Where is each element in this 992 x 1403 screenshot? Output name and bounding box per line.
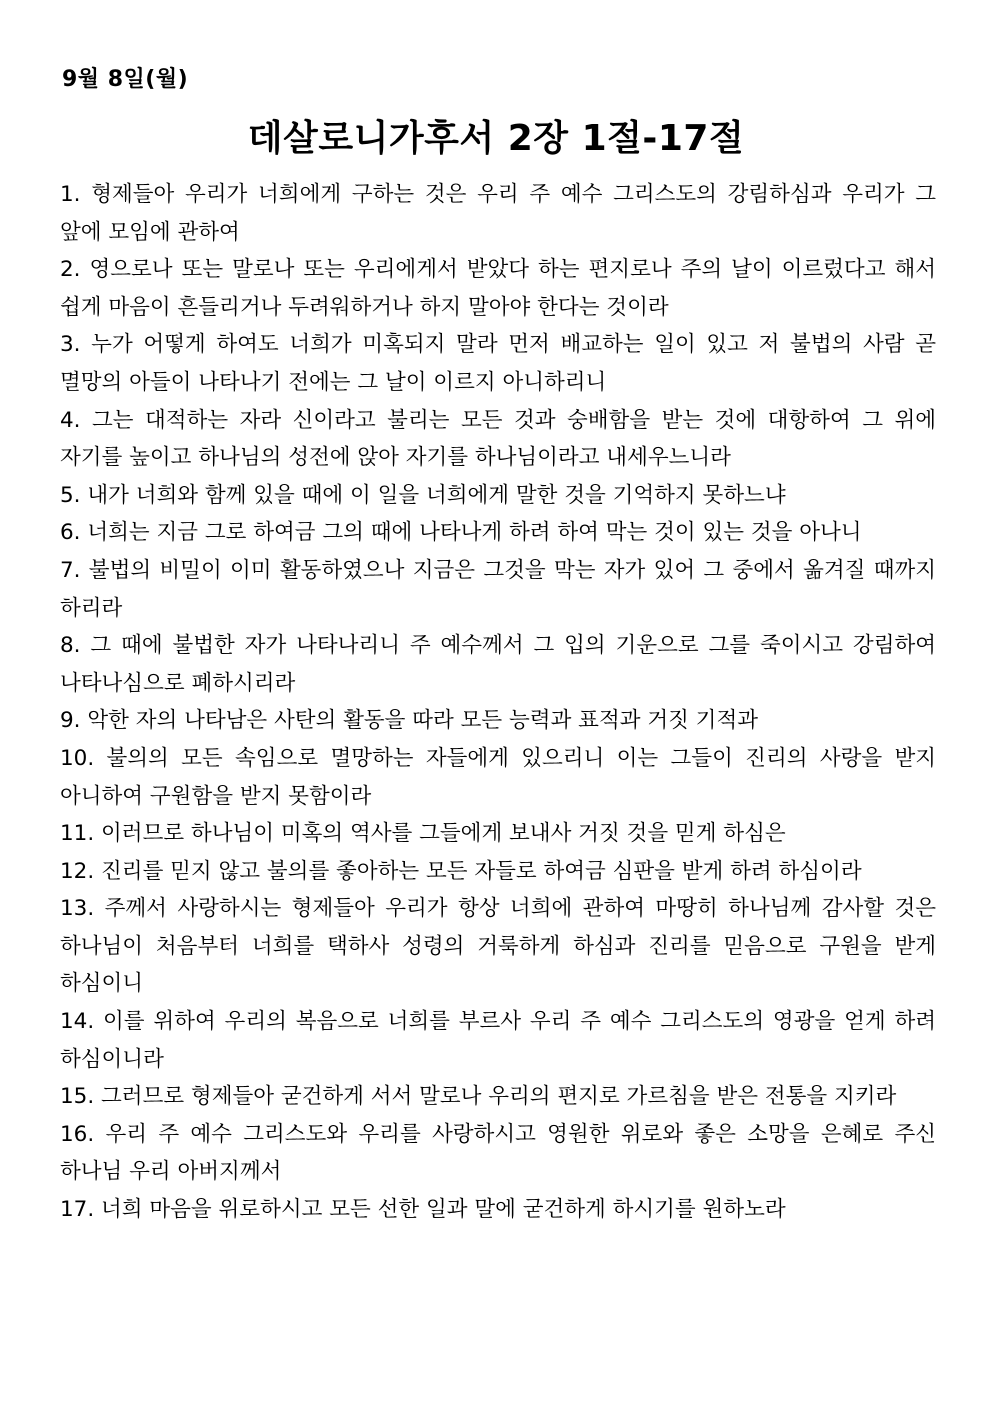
verse-2: 2. 영으로나 또는 말로나 또는 우리에게서 받았다 하는 편지로나 주의 날이 이르렀다고 해서 쉽게 마음이 흔들리거나 두려워하거나 하지 말아야 한다는 것이라 [60,257,936,320]
verse-14: 14. 이를 위하여 우리의 복음으로 너희를 부르사 우리 주 예수 그리스도의 영광을 얻게 하려 하심이니라 [60,1009,936,1072]
verse-11: 11. 이러므로 하나님이 미혹의 역사를 그들에게 보내사 거짓 것을 믿게 하심은 [60,821,786,847]
verse-16: 16. 우리 주 예수 그리스도와 우리를 사랑하시고 영원한 위로와 좋은 소망을 은혜로 주신 하나님 우리 아버지께서 [60,1121,936,1185]
verse-3: 3. 누가 어떻게 하여도 너희가 미혹되지 말라 먼저 배교하는 일이 있고 저 불법의 사람 곧 멸망의 아들이 나타나기 전에는 그 날이 이르지 아니하리니 [60,332,936,395]
verse-list [60,176,936,1229]
verse-10: 10. 불의의 모든 속임으로 멸망하는 자들에게 있으리니 이는 그들이 진리의 사랑을 받지 아니하여 구원함을 받지 못함이라 [60,745,936,809]
document-date: 9월 8일(월) [62,67,189,92]
document-title: 데살로니가후서 2장 1절-17절 [247,118,745,159]
verse-13: 13. 주께서 사랑하시는 형제들아 우리가 항상 너희에 관하여 마땅히 하나님께 감사할 것은 하나님이 처음부터 너희를 택하사 성령의 거룩하게 하심과 진리를 믿음으로 구원을 받게 하심이니 [60,896,936,997]
verse-9: 9. 악한 자의 나타남은 사탄의 활동을 따라 모든 능력과 표적과 거짓 기적과 [60,708,758,734]
verse-4: 4. 그는 대적하는 자라 신이라고 불리는 모든 것과 숭배함을 받는 것에 대항하여 그 위에 자기를 높이고 하나님의 성전에 앉아 자기를 하나님이라고 내세우느니라 [60,407,936,471]
verse-8: 8. 그 때에 불법한 자가 나타나리니 주 예수께서 그 입의 기운으로 그를 죽이시고 강림하여 나타나심으로 폐하시리라 [60,633,936,696]
verse-5: 5. 내가 너희와 함께 있을 때에 이 일을 너희에게 말한 것을 기억하지 못하느냐 [60,482,786,508]
verse-17: 17. 너희 마음을 위로하시고 모든 선한 일과 말에 굳건하게 하시기를 원하노라 [60,1197,786,1223]
verse-15: 15. 그러므로 형제들아 굳건하게 서서 말로나 우리의 편지로 가르침을 받은 전통을 지키라 [60,1084,897,1110]
verse-7: 7. 불법의 비밀이 이미 활동하였으나 지금은 그것을 막는 자가 있어 그 중에서 옮겨질 때까지 하리라 [60,557,936,621]
verse-6: 6. 너희는 지금 그로 하여금 그의 때에 나타나게 하려 하여 막는 것이 있는 것을 아나니 [60,520,862,546]
verse-12: 12. 진리를 믿지 않고 불의를 좋아하는 모든 자들로 하여금 심판을 받게 하려 하심이라 [60,858,862,884]
verse-1: 1. 형제들아 우리가 너희에게 구하는 것은 우리 주 예수 그리스도의 강림하심과 우리가 그 앞에 모임에 관하여 [60,182,936,245]
